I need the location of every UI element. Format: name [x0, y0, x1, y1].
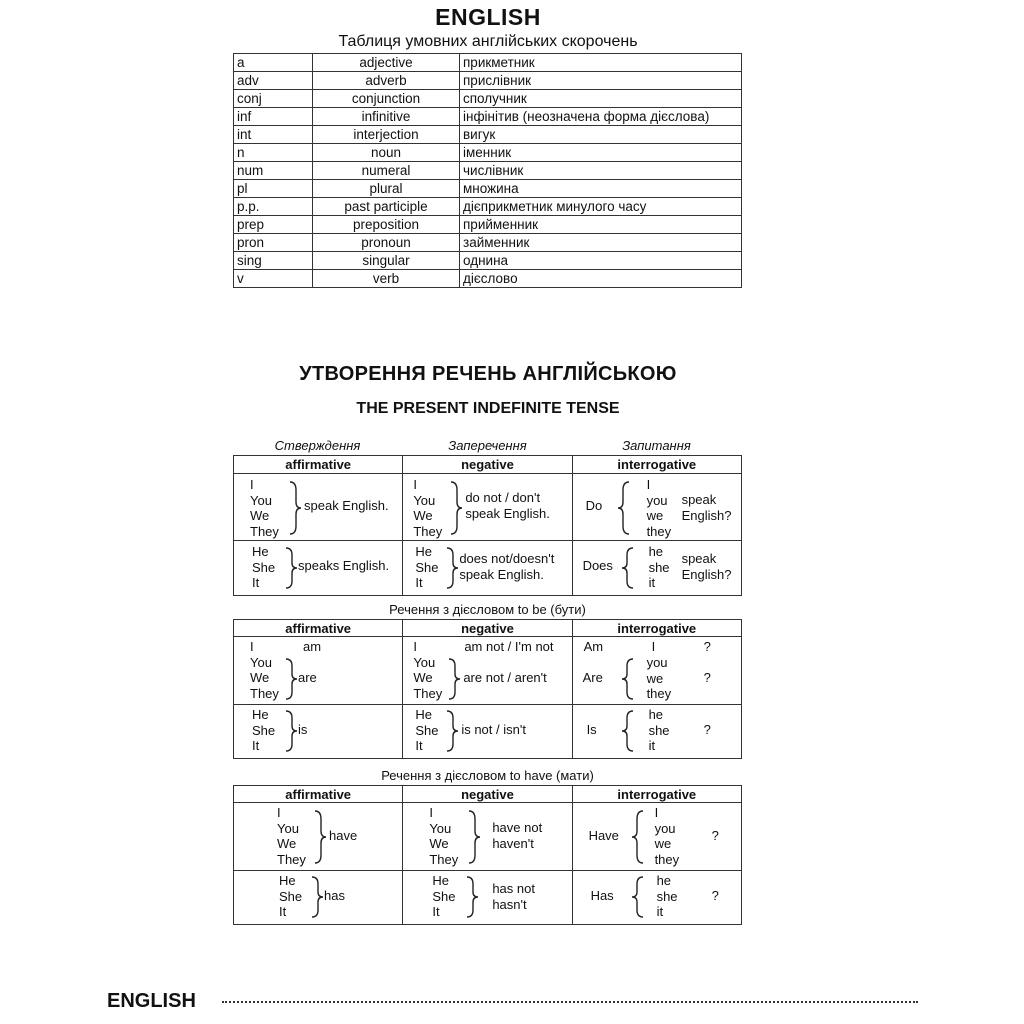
- t2-neg-singular-cell: [403, 705, 572, 759]
- pronoun-list: [657, 873, 678, 920]
- pronoun: She: [252, 722, 276, 738]
- auxiliary-am: Am: [583, 639, 604, 654]
- abbreviation-row: [234, 126, 742, 144]
- pronoun: She: [415, 559, 439, 575]
- abbreviations-subtitle: Таблиця умовних англійських скорочень: [338, 33, 638, 50]
- ukrainian-term: інфінітив (неозначена форма дієслова): [460, 108, 742, 126]
- pronoun-list: [649, 544, 670, 591]
- verb-line: does not/doesn't: [459, 551, 555, 566]
- curly-brace-icon: [617, 480, 631, 536]
- verb-phrase: [682, 551, 732, 582]
- pronoun: She: [415, 722, 439, 738]
- to-have-table: [233, 785, 742, 925]
- pronoun: it: [648, 738, 656, 753]
- verb-line: English?: [681, 566, 732, 582]
- english-term: noun: [313, 144, 460, 162]
- curly-brace-icon: [621, 546, 635, 590]
- verb-phrase: [465, 490, 550, 521]
- english-term: infinitive: [313, 108, 460, 126]
- pronoun: you: [646, 655, 668, 670]
- abbreviation-row: [234, 198, 742, 216]
- curly-brace-icon: [449, 480, 463, 536]
- pronoun-list: [413, 639, 442, 701]
- abbreviation-row: [234, 252, 742, 270]
- ukrainian-term: прислівник: [460, 72, 742, 90]
- pronoun-list: [655, 805, 680, 867]
- pronoun: we: [646, 670, 664, 686]
- abbreviation: a: [234, 54, 313, 72]
- col-header-interrogative: interrogative: [572, 456, 741, 474]
- abbreviation: pl: [234, 180, 313, 198]
- ua-header-affirmative: Стверждення: [274, 438, 361, 453]
- english-term: conjunction: [313, 90, 460, 108]
- pronoun: He: [415, 707, 432, 722]
- pronoun: we: [646, 508, 664, 523]
- pronoun: You: [429, 820, 452, 836]
- abbreviation-row: [234, 144, 742, 162]
- ukrainian-term: множина: [460, 180, 742, 198]
- pronoun: I: [654, 805, 659, 820]
- curly-brace-icon: [631, 809, 645, 865]
- english-term: interjection: [313, 126, 460, 144]
- ukrainian-term: вигук: [460, 126, 742, 144]
- curly-brace-icon: [310, 875, 324, 919]
- pronoun: You: [413, 654, 436, 670]
- curly-brace-icon: [284, 709, 298, 753]
- english-term: numeral: [313, 162, 460, 180]
- abbreviation-row: [234, 108, 742, 126]
- pronoun: He: [279, 873, 296, 888]
- abbreviation: prep: [234, 216, 313, 234]
- t1-aff-plural-cell: [234, 474, 403, 541]
- ukrainian-term: числівник: [460, 162, 742, 180]
- ukrainian-term: однина: [460, 252, 742, 270]
- t2-aff-plural-cell: [234, 637, 403, 705]
- pronoun: They: [277, 851, 306, 867]
- pronoun: They: [250, 523, 279, 539]
- pronoun-list: [252, 707, 275, 754]
- verb-line: speak English.: [459, 566, 544, 582]
- verb-phrase: [459, 551, 554, 582]
- curly-brace-icon: [288, 480, 302, 536]
- verb-are-not: are not / aren't: [463, 670, 547, 685]
- verb-phrase: speak English.: [304, 498, 389, 513]
- pronoun-list: [647, 655, 672, 702]
- t2-int-plural-cell: [572, 637, 741, 705]
- pronoun: You: [250, 492, 272, 508]
- pronoun-list: [432, 873, 455, 920]
- english-term: plural: [313, 180, 460, 198]
- pronoun: You: [413, 492, 436, 508]
- t2-neg-plural-cell: [403, 637, 572, 705]
- curly-brace-icon: [621, 657, 635, 701]
- col-header-affirmative: affirmative: [234, 620, 403, 637]
- pronoun: I: [250, 639, 254, 654]
- abbreviation-row: [234, 72, 742, 90]
- pronoun: I: [277, 805, 281, 820]
- page-title: ENGLISH: [435, 4, 541, 30]
- abbreviation: conj: [234, 90, 313, 108]
- auxiliary-verb: Does: [582, 558, 613, 573]
- english-term: verb: [313, 270, 460, 288]
- pronoun: she: [648, 722, 670, 738]
- verb-have: have: [329, 828, 358, 843]
- curly-brace-icon: [313, 809, 327, 865]
- ukrainian-term: дієприкметник минулого часу: [460, 198, 742, 216]
- pronoun: We: [413, 508, 433, 523]
- t1-int-plural-cell: [572, 474, 741, 541]
- pronoun-list: [649, 707, 670, 754]
- curly-brace-icon: [284, 657, 298, 701]
- col-header-affirmative: affirmative: [234, 786, 403, 803]
- pronoun: You: [250, 654, 272, 670]
- verb-phrase: [682, 492, 732, 523]
- abbreviation-row: [234, 162, 742, 180]
- english-term: adjective: [313, 54, 460, 72]
- curly-brace-icon: [467, 809, 481, 865]
- curly-brace-icon: [621, 709, 635, 753]
- ukrainian-term: дієслово: [460, 270, 742, 288]
- abbreviations-table: [233, 53, 742, 288]
- english-term: adverb: [313, 72, 460, 90]
- to-be-table: [233, 619, 742, 759]
- pronoun: she: [648, 559, 670, 575]
- curly-brace-icon: [445, 709, 459, 753]
- curly-brace-icon: [631, 875, 645, 919]
- ukrainian-term: прийменник: [460, 216, 742, 234]
- pronoun: It: [415, 738, 423, 753]
- verb-line: haven't: [492, 835, 534, 851]
- ukrainian-term: сполучник: [460, 90, 742, 108]
- t3-neg-singular-cell: [403, 871, 572, 925]
- ukrainian-term: займенник: [460, 234, 742, 252]
- question-mark: ?: [703, 670, 711, 685]
- abbreviation: n: [234, 144, 313, 162]
- english-term: pronoun: [313, 234, 460, 252]
- t3-neg-plural-cell: [403, 803, 572, 871]
- col-header-affirmative: affirmative: [234, 456, 403, 474]
- pronoun: he: [648, 544, 664, 559]
- pronoun: She: [252, 559, 276, 575]
- pronoun: He: [415, 544, 432, 559]
- question-mark: ?: [711, 828, 719, 843]
- verb-is-not: is not / isn't: [461, 722, 526, 737]
- pronoun: I: [646, 477, 651, 492]
- pronoun-list: [250, 477, 279, 539]
- t2-aff-singular-cell: [234, 705, 403, 759]
- pronoun: they: [654, 851, 680, 867]
- pronoun: I: [413, 477, 417, 492]
- pronoun: I: [250, 477, 254, 492]
- pronoun: He: [252, 707, 269, 722]
- curly-brace-icon: [465, 875, 479, 919]
- ua-header-negative: Заперечення: [448, 438, 527, 453]
- pronoun-list: [252, 544, 275, 591]
- abbreviation: pron: [234, 234, 313, 252]
- pronoun-list: [279, 873, 302, 920]
- pronoun: I: [651, 639, 656, 654]
- pronoun: They: [413, 523, 443, 539]
- pronoun: It: [279, 904, 287, 919]
- curly-brace-icon: [284, 546, 298, 590]
- auxiliary-have: Have: [588, 828, 619, 843]
- verb-phrase: speaks English.: [298, 558, 390, 573]
- section-to-be: Речення з дієсловом to be (бути): [389, 602, 586, 617]
- pronoun: I: [413, 639, 417, 654]
- present-indefinite-table: [233, 455, 742, 596]
- pronoun: It: [432, 904, 440, 919]
- pronoun-list: [415, 544, 438, 591]
- verb-has: has: [324, 888, 345, 903]
- abbreviation-row: [234, 270, 742, 288]
- abbreviation: sing: [234, 252, 313, 270]
- verb-line: has not: [492, 881, 535, 896]
- grammar-title: УТВОРЕННЯ РЕЧЕНЬ АНГЛІЙСЬКОЮ: [299, 363, 677, 385]
- ukrainian-term: прикметник: [460, 54, 742, 72]
- abbreviation: p.p.: [234, 198, 313, 216]
- pronoun: It: [252, 738, 260, 753]
- question-mark: ?: [703, 722, 711, 737]
- pronoun: it: [648, 575, 656, 590]
- verb-line: speak English.: [465, 505, 550, 521]
- t3-aff-singular-cell: [234, 871, 403, 925]
- col-header-negative: negative: [403, 786, 572, 803]
- pronoun: They: [413, 685, 443, 701]
- pronoun: She: [432, 888, 456, 904]
- abbreviation: num: [234, 162, 313, 180]
- verb-line: speak: [681, 551, 717, 566]
- col-header-negative: negative: [403, 620, 572, 637]
- pronoun: they: [646, 523, 672, 539]
- pronoun: They: [250, 685, 279, 701]
- abbreviation: adv: [234, 72, 313, 90]
- pronoun: you: [646, 492, 668, 508]
- pronoun: We: [429, 836, 449, 851]
- t3-aff-plural-cell: [234, 803, 403, 871]
- col-header-negative: negative: [403, 456, 572, 474]
- verb-is: is: [298, 722, 308, 737]
- english-term: past participle: [313, 198, 460, 216]
- verb-phrase: [492, 881, 535, 912]
- t1-int-singular-cell: [572, 541, 741, 596]
- curly-brace-icon: [447, 657, 461, 701]
- ua-header-interrogative: Запитання: [622, 438, 691, 453]
- verb-am-not: am not / I'm not: [464, 639, 554, 654]
- pronoun: you: [654, 820, 676, 836]
- verb-line: hasn't: [492, 896, 527, 912]
- pronoun: he: [656, 873, 672, 888]
- question-mark: ?: [703, 639, 711, 654]
- pronoun-list: [413, 477, 442, 539]
- col-header-interrogative: interrogative: [572, 786, 741, 803]
- pronoun-list: [429, 805, 458, 867]
- auxiliary-are: Are: [582, 670, 603, 685]
- abbreviation-row: [234, 180, 742, 198]
- auxiliary-has: Has: [590, 888, 614, 903]
- pronoun: She: [279, 888, 303, 904]
- col-header-interrogative: interrogative: [572, 620, 741, 637]
- pronoun: You: [277, 820, 299, 836]
- t3-int-plural-cell: [572, 803, 741, 871]
- pronoun: He: [252, 544, 269, 559]
- pronoun-list: [277, 805, 306, 867]
- pronoun: We: [277, 836, 297, 851]
- verb-am: am: [303, 639, 322, 654]
- t1-neg-singular-cell: [403, 541, 572, 596]
- pronoun-list: [415, 707, 438, 754]
- verb-are: are: [298, 670, 317, 685]
- curly-brace-icon: [445, 546, 459, 590]
- pronoun: it: [656, 904, 664, 919]
- pronoun-list: [250, 639, 279, 701]
- t2-int-singular-cell: [572, 705, 741, 759]
- section-to-have: Речення з дієсловом to have (мати): [381, 768, 594, 783]
- abbreviation: inf: [234, 108, 313, 126]
- english-term: preposition: [313, 216, 460, 234]
- verb-line: do not / don't: [465, 490, 541, 505]
- pronoun: she: [656, 888, 678, 904]
- abbreviation: v: [234, 270, 313, 288]
- pronoun: We: [413, 670, 433, 685]
- abbreviation-row: [234, 90, 742, 108]
- pronoun-list: [647, 477, 672, 539]
- t1-aff-singular-cell: [234, 541, 403, 596]
- pronoun: we: [654, 836, 672, 851]
- pronoun: It: [415, 575, 423, 590]
- pronoun: they: [646, 686, 672, 701]
- auxiliary-verb: Do: [585, 498, 603, 513]
- verb-line: English?: [681, 507, 732, 523]
- pronoun: We: [250, 508, 270, 523]
- auxiliary-is: Is: [586, 722, 597, 737]
- pronoun: He: [432, 873, 449, 888]
- abbreviation: int: [234, 126, 313, 144]
- t3-int-singular-cell: [572, 871, 741, 925]
- english-term: singular: [313, 252, 460, 270]
- verb-line: have not: [492, 820, 543, 835]
- pronoun: We: [250, 670, 270, 685]
- tense-title: THE PRESENT INDEFINITE TENSE: [356, 400, 620, 417]
- abbreviation-row: [234, 216, 742, 234]
- footer-dotted-line: [222, 1001, 918, 1003]
- t1-neg-plural-cell: [403, 474, 572, 541]
- abbreviation-row: [234, 234, 742, 252]
- abbreviation-row: [234, 54, 742, 72]
- verb-line: speak: [681, 492, 717, 507]
- pronoun: They: [429, 851, 459, 867]
- pronoun: he: [648, 707, 664, 722]
- verb-phrase: [492, 820, 542, 851]
- pronoun: It: [252, 575, 260, 590]
- question-mark: ?: [711, 888, 719, 903]
- footer-title: ENGLISH: [107, 990, 196, 1012]
- pronoun: I: [429, 805, 433, 820]
- ukrainian-term: іменник: [460, 144, 742, 162]
